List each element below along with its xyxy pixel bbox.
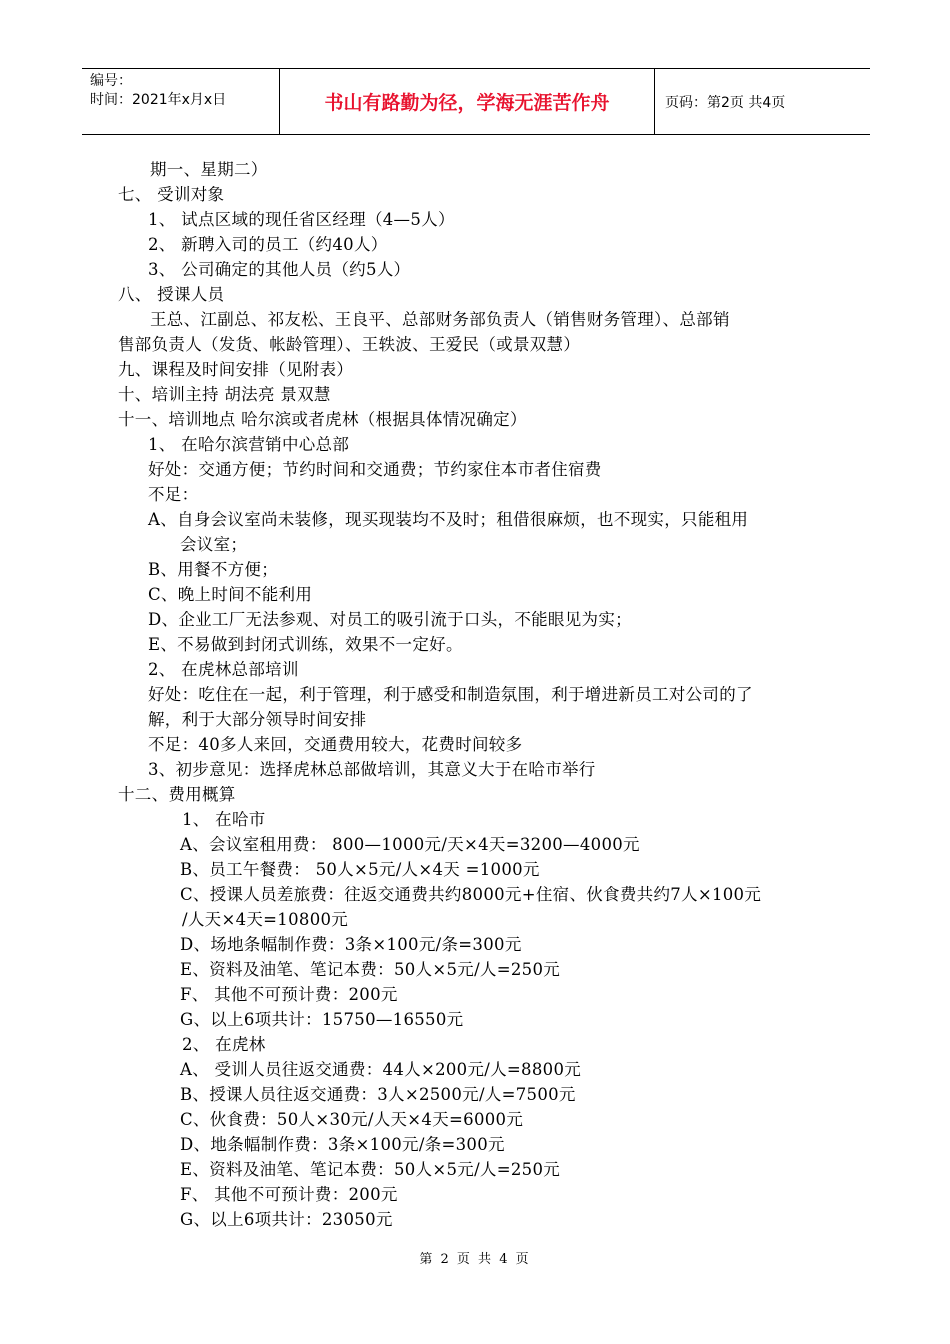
page-footer: 第 2 页 共 4 页	[419, 1252, 531, 1267]
text-line: E、资料及油笔、笔记本费：50人×5元/人=250元	[180, 1160, 561, 1179]
text-line: 1、 试点区域的现任省区经理（4—5人）	[148, 210, 455, 229]
text-line: C、晚上时间不能利用	[148, 585, 313, 604]
header-meta	[82, 69, 280, 134]
text-line: B、授课人员往返交通费：3人×2500元/人=7500元	[180, 1085, 576, 1104]
section-heading: 十一、培训地点 哈尔滨或者虎林（根据具体情况确定）	[118, 410, 527, 429]
section-heading: 七、 受训对象	[118, 185, 225, 204]
text-line: A、自身会议室尚未装修，现买现装均不及时；租借很麻烦，也不现实，只能租用	[148, 510, 749, 529]
header-motto: 书山有路勤为径，学海无涯苦作舟	[280, 69, 655, 134]
text-line: B、员工午餐费： 50人×5元/人×4天 =1000元	[180, 860, 540, 879]
text-line: 3、初步意见：选择虎林总部做培训，其意义大于在哈市举行	[148, 760, 596, 779]
text-line: C、授课人员差旅费：往返交通费共约8000元+住宿、伙食费共约7人×100元	[180, 885, 762, 904]
text-line: 2、 在虎林	[182, 1035, 266, 1054]
text-line: 王总、江副总、祁友松、王良平、总部财务部负责人（销售财务管理）、总部销	[150, 310, 730, 329]
text-line: 解，利于大部分领导时间安排	[148, 710, 367, 729]
text-line: E、不易做到封闭式训练，效果不一定好。	[148, 635, 463, 654]
section-heading: 八、 授课人员	[118, 285, 225, 304]
text-line: 会议室；	[180, 535, 248, 554]
text-line: F、 其他不可预计费：200元	[180, 1185, 398, 1204]
time-label: 时间：2021年x月x日	[90, 92, 227, 108]
text-line: A、会议室租用费： 800—1000元/天×4天=3200—4000元	[180, 835, 640, 854]
text-line: 1、 在哈市	[182, 810, 266, 829]
section-heading: 九、课程及时间安排（见附表）	[118, 360, 354, 379]
header-page-label: 页码：第2页 共4页	[665, 94, 786, 111]
text-line: 期一、星期二）	[150, 160, 268, 179]
text-line: 不足：	[148, 485, 199, 504]
text-line: 2、 在虎林总部培训	[148, 660, 299, 679]
text-line: B、用餐不方便；	[148, 560, 279, 579]
text-line: F、 其他不可预计费：200元	[180, 985, 398, 1004]
text-line: A、 受训人员往返交通费：44人×200元/人=8800元	[180, 1060, 582, 1079]
text-line: D、场地条幅制作费：3条×100元/条=300元	[180, 935, 522, 954]
text-line: G、以上6项共计：23050元	[180, 1210, 393, 1229]
text-line: 2、 新聘入司的员工（约40人）	[148, 235, 388, 254]
text-line: 好处：交通方便；节约时间和交通费；节约家住本市者住宿费	[148, 460, 602, 479]
number-label: 编号：	[90, 73, 132, 89]
text-line: /人天×4天=10800元	[182, 910, 349, 929]
text-line: 售部负责人（发货、帐龄管理）、王轶波、王爱民（或景双慧）	[118, 335, 581, 354]
text-line: E、资料及油笔、笔记本费：50人×5元/人=250元	[180, 960, 561, 979]
text-line: 不足：40多人来回，交通费用较大，花费时间较多	[148, 735, 523, 754]
section-heading: 十二、费用概算	[118, 785, 236, 804]
text-line: C、伙食费：50人×30元/人天×4天=6000元	[180, 1110, 524, 1129]
text-line: G、以上6项共计：15750—16550元	[180, 1010, 464, 1029]
text-line: 3、 公司确定的其他人员（约5人）	[148, 260, 411, 279]
text-line: D、企业工厂无法参观、对员工的吸引流于口头，不能眼见为实；	[148, 610, 632, 629]
text-line: 1、 在哈尔滨营销中心总部	[148, 435, 350, 454]
text-line: 好处：吃住在一起，利于管理，利于感受和制造氛围，利于增进新员工对公司的了	[148, 685, 753, 704]
section-heading: 十、培训主持 胡法亮 景双慧	[118, 385, 331, 404]
text-line: D、地条幅制作费：3条×100元/条=300元	[180, 1135, 505, 1154]
page-header	[82, 68, 870, 135]
